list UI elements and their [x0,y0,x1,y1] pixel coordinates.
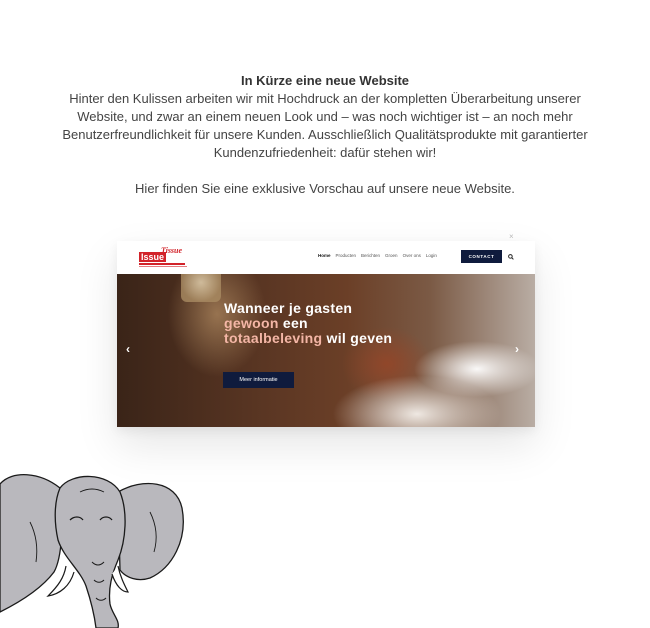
logo-underline [139,263,185,265]
logo-word-issue: Issue [141,252,165,262]
elephant-illustration [0,462,190,628]
search-icon[interactable] [508,254,514,260]
menu-item-over-ons[interactable]: Over ons [402,253,421,258]
hero-line-2-rest: een [278,315,308,331]
preview-navbar [117,241,535,274]
meer-informatie-button[interactable]: Meer informatie [223,372,294,388]
intro-section [60,72,590,198]
logo-word-tissue: Tissue [161,246,183,255]
hero-line-2 [224,316,392,331]
intro-body: Hinter den Kulissen arbeiten wir mit Hochdruck an der kompletten Überarbeitung unserer Website, und zwar an einem neuen Look und – was noch wichtiger ist – an noch mehr Benutzerfreundlichkeit für unsere Kunden. Ausschließlich Qualitätsprodukte mit garantierter Kundenzufriedenheit: dafür stehen wir! [62,91,588,160]
close-icon[interactable]: × [509,232,514,241]
hero-accent-totaalbeleving: totaalbeleving [224,330,323,346]
menu-item-home[interactable]: Home [318,253,331,258]
hero-accent-gewoon: gewoon [224,315,279,331]
lamp-shade [181,274,221,302]
hero-line-3-rest: wil geven [322,330,393,346]
intro-headline: In Kürze eine neue Website [240,73,410,88]
hero-line-3 [224,331,392,346]
slider-next-icon[interactable]: › [515,342,519,356]
preview-menu [318,253,437,258]
issue-tissue-logo[interactable] [139,246,199,270]
hero-title [224,301,392,346]
contact-button[interactable]: CONTACT [461,250,502,263]
logo-tagline-line [139,266,187,267]
menu-item-berichten[interactable]: Berichten [361,253,381,258]
menu-item-groen[interactable]: Groen [385,253,398,258]
hero-line-1: Wanneer je gasten [224,300,353,316]
menu-item-producten[interactable]: Producten [335,253,357,258]
preview-note: Hier finden Sie eine exklusive Vorschau auf unsere neue Website. [135,181,515,196]
hero-banner [117,274,535,427]
website-preview [117,241,535,427]
menu-item-login[interactable]: Login [425,253,437,258]
slider-prev-icon[interactable]: ‹ [126,342,130,356]
